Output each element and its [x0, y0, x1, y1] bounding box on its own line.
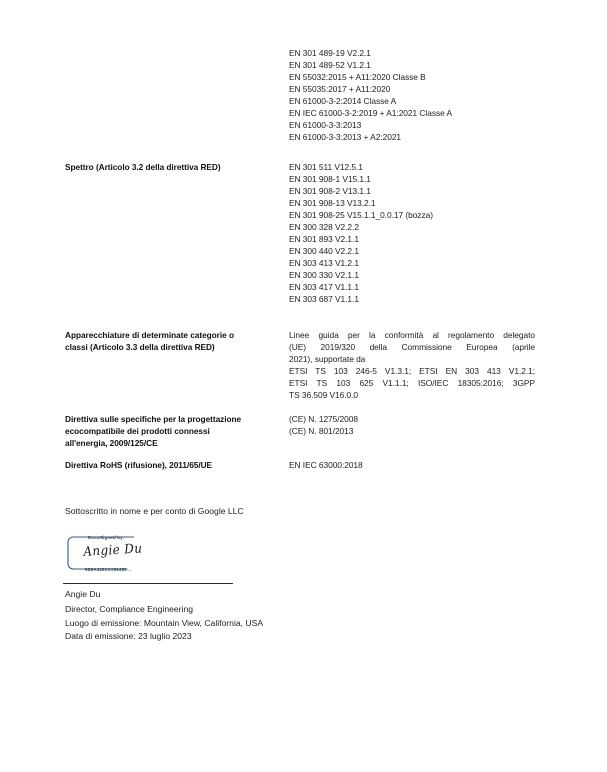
- standard-line: EN 301 893 V2.1.1: [289, 234, 359, 244]
- standard-line: EN 301 511 V12.5.1: [289, 162, 363, 172]
- standard-line: EN 301 489-19 V2.2.1: [289, 48, 371, 58]
- requirement-label: [65, 459, 277, 471]
- standard-line: EN 301 908-13 V13.2.1: [289, 198, 376, 208]
- requirement-standards-list: [289, 329, 535, 401]
- standard-line: EN 61000-3-2:2014 Classe A: [289, 96, 397, 106]
- standard-line: EN 301 908-1 V15.1.1: [289, 174, 371, 184]
- requirement-label: [65, 413, 277, 449]
- requirement-standards-list: [289, 459, 535, 471]
- requirement-label-line: Spettro (Articolo 3.2 della direttiva RED): [65, 162, 221, 172]
- signer-details: [65, 588, 263, 644]
- standard-line: EN 303 687 V1.1.1: [289, 294, 359, 304]
- standard-line: EN 300 440 V2.2.1: [289, 246, 359, 256]
- requirement-label-line: ecocompatibile dei prodotti connessi: [65, 426, 210, 436]
- standard-line: EN IEC 63000:2018: [289, 460, 363, 470]
- standard-line: EN 303 417 V1.1.1: [289, 282, 359, 292]
- issue-date: Data di emissione: 23 luglio 2023: [65, 631, 192, 642]
- standard-line: EN 55032:2015 + A11:2020 Classe B: [289, 72, 426, 82]
- standard-line: EN IEC 61000-3-2:2019 + A1:2021 Classe A: [289, 108, 453, 118]
- requirement-label: [65, 161, 277, 173]
- standard-line: Linee guida per la conformità al regolamento delegato: [289, 330, 535, 340]
- standard-line: EN 301 908-2 V13.1.1: [289, 186, 371, 196]
- issue-place: Luogo di emissione: Mountain View, California, USA: [65, 617, 264, 628]
- standard-line: EN 303 413 V1.2.1: [289, 258, 359, 268]
- signature-intro-text: Sottoscritto in nome e per conto di Google LLC: [65, 506, 244, 516]
- requirement-label-line: Direttiva sulle specifiche per la progettazione: [65, 414, 242, 424]
- docusign-label: DocuSigned by:: [88, 535, 125, 540]
- docusign-signature-stamp: [64, 534, 214, 582]
- standard-line: (CE) N. 1275/2008: [289, 414, 358, 424]
- standard-line: EN 61000-3-3:2013 + A2:2021: [289, 132, 402, 142]
- standard-line: ETSI TS 103 246-5 V1.3.1; ETSI EN 303 413 V1.2.1;: [289, 366, 535, 376]
- standard-line: EN 301 489-52 V1.2.1: [289, 60, 371, 70]
- requirement-label-line: classi (Articolo 3.3 della direttiva RED): [65, 342, 215, 352]
- standard-line: EN 55035:2017 + A11:2020: [289, 84, 391, 94]
- signature-line-divider: [63, 583, 233, 584]
- signer-title: Director, Compliance Engineering: [65, 604, 194, 615]
- handwritten-signature: Angie Du: [83, 541, 143, 560]
- standard-line: (UE) 2019/320 della Commissione Europea (aprile: [289, 342, 535, 352]
- requirement-label-line: all'energia, 2009/125/CE: [65, 438, 158, 448]
- standard-line: ETSI TS 103 625 V1.1.1; ISO/IEC 18305:2016; 3GPP: [289, 378, 535, 388]
- standard-line: EN 300 328 V2.2.2: [289, 222, 359, 232]
- requirement-label: [65, 329, 277, 353]
- requirement-standards-list: [289, 413, 535, 437]
- requirement-label-line: Direttiva RoHS (rifusione), 2011/65/UE: [65, 460, 213, 470]
- standard-line: (CE) N. 801/2013: [289, 426, 354, 436]
- standard-line: EN 301 908-25 V15.1.1_0.0.17 (bozza): [289, 210, 433, 220]
- standard-line: 2021), supportate da: [289, 354, 366, 364]
- signer-name: Angie Du: [65, 589, 101, 599]
- standard-line: EN 300 330 V2.1.1: [289, 270, 359, 280]
- docusign-envelope-id: 9B9A308CC0524BF...: [85, 567, 132, 572]
- requirement-standards-list: [289, 161, 535, 305]
- top-standards-list: [289, 47, 535, 143]
- standard-line: TS 36.509 V16.0.0: [289, 390, 358, 400]
- requirement-label-line: Apparecchiature di determinate categorie o: [65, 330, 234, 340]
- standard-line: EN 61000-3-3:2013: [289, 120, 362, 130]
